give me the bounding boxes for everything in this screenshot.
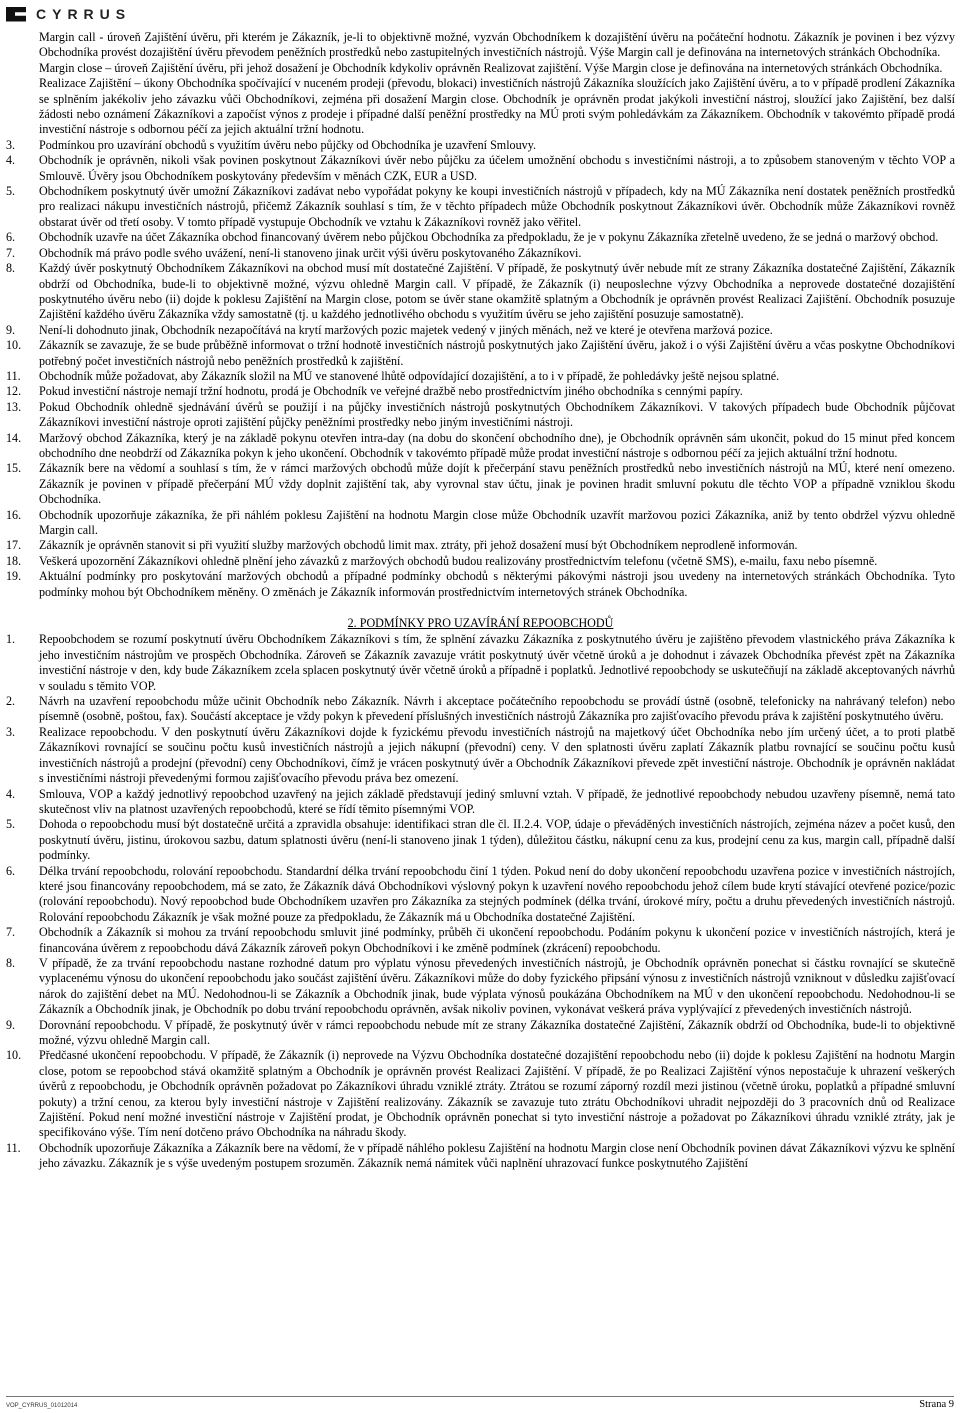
section2-heading: 2. PODMÍNKY PRO UZAVÍRÁNÍ REPOOBCHODŮ bbox=[347, 616, 614, 631]
company-logo bbox=[6, 6, 131, 22]
list-item bbox=[6, 323, 955, 338]
list-item bbox=[6, 1141, 955, 1172]
list-item bbox=[6, 384, 955, 399]
section2-list bbox=[6, 632, 955, 1171]
item-number: 2. bbox=[6, 694, 16, 709]
item-number: 9. bbox=[6, 322, 16, 337]
item-text: Repoobchodem se rozumí poskytnutí úvěru Obchodníkem Zákazníkovi s tím, že splnění závazku Zákazníka z poskytnutého úvěru je zajištěno převodem vlastnického práva Zákazníka k jeho investičním nástrojům ve prospěch Obchodníka. Zároveň se Zákazník zavazuje vrátit poskytnutý úvěr včetně úroků a je dohodnut i závazek Obchodníka převést zpět na Zákazníka investiční nástroje v den, kdy bude Zákazníkem zcela splacen poskytnutý úvěr včetně úroků a případně i poplatků. Jednotlivé repoobchody se uskutečňují na základě akceptovaných návrhů v souladu s těmito VOP. bbox=[39, 632, 955, 693]
item-number: 6. bbox=[6, 230, 16, 245]
item-text: Obchodník upozorňuje Zákazníka a Zákazník bere na vědomí, že v případě náhlého poklesu Zajištění na hodnotu Margin close není Obchodník povinen dávat Zákazníkovi výzvu ke splnění jeho závazku. Zákazník je s výše uvedeným postupem srozuměn. Zákazník nemá námitek vůči naplnění uhrazovací funkce poskytnutého Zajištění bbox=[39, 1140, 955, 1171]
list-item bbox=[6, 431, 955, 462]
list-item bbox=[6, 230, 955, 245]
list-item bbox=[6, 461, 955, 507]
item-text: Pokud investiční nástroje nemají tržní hodnotu, prodá je Obchodník ve veřejné dražbě nebo prostřednictvím jiného obchodníka s cennými papíry. bbox=[39, 384, 743, 399]
item-number: 7. bbox=[6, 925, 16, 940]
item-number: 17. bbox=[6, 538, 22, 553]
item-text: Dorovnání repoobchodu. V případě, že poskytnutý úvěr v rámci repoobchodu nebude mít ze strany Zákazníka dostatečné Zajištění, Zákazník obdrží od Obchodníka, bude-li to objektivně možné, výzvu ohledně Margin call. bbox=[39, 1017, 955, 1047]
item-text: Předčasné ukončení repoobchodu. V případě, že Zákazník (i) neprovede na Výzvu Obchodníka dostatečné dozajištění repoobchodu nebo (ii) dojde k poklesu Zajištění na hodnotu Margin close, potom se repoobchod stává okamžitě splatným a Obchodník je oprávněn provést Realizaci Zajištění. V případě, že po Realizaci Zajištění výnos nepostačuje k uhrazení veškerých úvěrů z repoobchodu, je Obchodník oprávněn požadovat po Zákazníkovi úhradu vzniklé ztráty. Ztrátou se rozumí záporný rozdíl mezi jistinou (včetně úroku, poplatků a případné smluvní pokuty) a tržní cenou, za kterou byly investiční nástroje v Zajištění realizovány. Zákazník se zavazuje tuto ztrátu Obchodníkovi uhradit nejpozději do 3 pracovních dnů od Realizace Zajištění. Pokud není možné investiční nástroje v Zajištění prodat, je Obchodník oprávněn ponechat si tyto investiční nástroje a požadovat po Zákazníkovi úhradu vzniklé ztráty, jak je specifikováno výše. Tím není dotčeno právo Obchodníka na náhradu škody. bbox=[39, 1048, 955, 1140]
item-number: 10. bbox=[6, 1048, 22, 1063]
item-text: Každý úvěr poskytnutý Obchodníkem Zákazníkovi na obchod musí mít dostatečné Zajištění. V případě, že poskytnutý úvěr nebude mít ze strany Zákazníka dostatečné Zajištění, Zákazník obdrží od Obchodníka, bude-li to objektivně možné, výzvu ohledně Margin call. V případě, že Zákazník (i) neuposlechne výzvy Obchodníka a neprovede dostatečné dozajištění poskytnutého úvěru nebo (ii) dojde k poklesu Zajištění na Margin close, potom se úvěr stane okamžitě splatným a Obchodník je oprávněn provést Realizaci Zajištění. Obchodník posuzuje Zajištění každého úvěru Zákazníka vždy samostatně (tj. u každého jednotlivého obchodu s využitím úvěru se jeho zajištění posuzuje samostatně). bbox=[39, 261, 955, 322]
item-text: Obchodník uzavře na účet Zákazníka obchod financovaný úvěrem nebo půjčkou Obchodníka za předpokladu, že je v pokynu Zákazníka zřetelně uvedeno, že se jedná o maržový obchod. bbox=[39, 230, 939, 245]
item-text: Obchodník má právo podle svého uvážení, není-li stanoveno jinak určit výši úvěru poskytovaného Zákazníkovi. bbox=[39, 245, 582, 260]
item-number: 5. bbox=[6, 184, 16, 199]
item-number: 10. bbox=[6, 338, 22, 353]
item-text: Obchodník může požadovat, aby Zákazník složil na MÚ ve stanovené lhůtě odpovídající dozajištění, a to i v případě, že pohledávky ještě nejsou splatné. bbox=[39, 368, 780, 383]
item-text: Obchodník upozorňuje zákazníka, že při náhlém poklesu Zajištění na hodnotu Margin close může Obchodník uzavřít maržovou pozici Zákazníka, aniž by tento obdržel výzvu ohledně Margin call. bbox=[39, 507, 955, 537]
list-item bbox=[6, 925, 955, 956]
list-item bbox=[6, 246, 955, 261]
list-item bbox=[6, 787, 955, 818]
list-item bbox=[6, 538, 955, 553]
list-item bbox=[6, 817, 955, 863]
item-number: 18. bbox=[6, 553, 22, 568]
item-text: Veškerá upozornění Zákazníkovi ohledně plnění jeho závazků z maržových obchodů budou realizovány prostřednictvím telefonu (včetně SMS), e-mailu, faxu nebo písemně. bbox=[39, 553, 878, 568]
list-item bbox=[6, 369, 955, 384]
list-item bbox=[6, 1048, 955, 1140]
preamble-realizace: Realizace Zajištění – úkony Obchodníka spočívající v nuceném prodeji (převodu, blokaci) investičních nástrojů Zákazníka sloužících jako Zajištění úvěru, a to v případě prodlení Zákazníka se splněním jakékoliv jeho závazku vůči Obchodníkovi, zejména při dosažení Margin close. Obchodník je oprávněn prodat jakýkoli investiční nástroj, sloužící jako Zajištění, bez další žádosti nebo oznámení Zákazníkovi a započíst výnos z prodeje i případné další peněžní prostředky na MÚ proti svým pohledávkám za Zákazníkem. Obchodník v takovémto případě prodá investiční nástroje s odbornou péčí za jejich aktuální tržní hodnotu. bbox=[39, 76, 955, 137]
preamble-margin-close: Margin close – úroveň Zajištění úvěru, při jehož dosažení je Obchodník kdykoliv oprávněn Realizovat zajištění. Výše Margin close je definována na internetových stránkách Obchodníka. bbox=[39, 60, 943, 75]
list-item bbox=[6, 569, 955, 600]
list-item bbox=[6, 694, 955, 725]
logo-mark-icon bbox=[6, 7, 26, 22]
list-item bbox=[6, 864, 955, 926]
item-text: Návrh na uzavření repoobchodu může učinit Obchodník nebo Zákazník. Návrh i akceptace počátečního repoobchodu se provádí ústně (osobně, telefonicky na nahrávaný telefon) nebo písemně (osobně, poštou, fax). Součástí akceptace je vždy pokyn k převedení příslušných investičních nástrojů Zákazníka pro zajišťovacího převodu práva k zajištění poskytnutého úvěru. bbox=[39, 694, 955, 724]
item-number: 19. bbox=[6, 569, 22, 584]
item-text: Obchodníkem poskytnutý úvěr umožní Zákazníkovi zadávat nebo vypořádat pokyny ke koupi investičních nástrojů v případech, kdy na MÚ Zákazníka není dostatek peněžních prostředků pro realizaci nákupu investičních nástrojů, přičemž Zákazník souhlasí s tím, že v těchto případech může Obchodník poskytnout Zákazníkovi úvěr. Obchodník může Zákazníkovi rovněž obstarat úvěr od třetí osoby. V tomto případě vystupuje Obchodník ve vztahu k Zákazníkovi rovněž jako věřitel. bbox=[39, 184, 955, 229]
item-text: Není-li dohodnuto jinak, Obchodník nezapočítává na krytí maržových pozic majetek vedený v jiných měnách, než ve které je otevřena maržová pozice. bbox=[39, 322, 773, 337]
document-body bbox=[6, 30, 955, 1172]
item-number: 4. bbox=[6, 153, 16, 168]
item-number: 11. bbox=[6, 1140, 21, 1155]
item-number: 13. bbox=[6, 399, 22, 414]
list-item bbox=[6, 153, 955, 184]
list-item bbox=[6, 1018, 955, 1049]
list-item bbox=[6, 508, 955, 539]
item-text: Maržový obchod Zákazníka, který je na základě pokynu otevřen intra-day (na dobu do skončení obchodního dne), je Obchodník oprávněn sám ukončit, pokud do 15 minut před koncem obchodního dne neobdrží od Zákazníka pokyn k jeho ukončení. Obchodník v takovémto případě může prodat investiční nástroje s odbornou péčí za jejich aktuální tržní hodnotu. bbox=[39, 430, 955, 460]
item-number: 7. bbox=[6, 245, 16, 260]
item-number: 16. bbox=[6, 507, 22, 522]
item-number: 4. bbox=[6, 786, 16, 801]
item-text: Smlouva, VOP a každý jednotlivý repoobchod uzavřený na jejich základě představují jediný smluvní vztah. V případě, že jednotlivé repoobchody nebudou uzavřeny písemně, nemá tato skutečnost vliv na platnost uzavřených repoobchodů, které se řídí těmito písemnými VOP. bbox=[39, 786, 955, 816]
footer-rule bbox=[6, 1396, 954, 1397]
item-number: 1. bbox=[6, 632, 16, 647]
list-item bbox=[6, 338, 955, 369]
item-number: 11. bbox=[6, 368, 21, 383]
item-number: 12. bbox=[6, 384, 22, 399]
list-item bbox=[6, 400, 955, 431]
item-text: Zákazník je oprávněn stanovit si při využití služby maržových obchodů limit max. ztráty, při jehož dosažení musí být Obchodníkem neprodleně informován. bbox=[39, 538, 798, 553]
item-text: Aktuální podmínky pro poskytování maržových obchodů a případné podmínky obchodů s některými pákovými nástroji jsou uvedeny na internetových stránkách Obchodníka. Tyto podmínky mohou být Obchodníkem měněny. O změnách je Zákazník informován prostřednictvím internetových stránek Obchodníka. bbox=[39, 569, 955, 599]
item-text: Obchodník je oprávněn, nikoli však povinen poskytnout Zákazníkovi úvěr nebo půjčku za účelem umožnění obchodu s investičními nástroji, a to způsobem stanoveným v těchto VOP a Smlouvě. Úvěry jsou Obchodníkem poskytovány především v měnách CZK, EUR a USD. bbox=[39, 153, 955, 183]
item-number: 15. bbox=[6, 461, 22, 476]
footer-page-number: Strana 9 bbox=[919, 1399, 954, 1410]
item-text: Realizace repoobchodu. V den poskytnutí úvěru Zákazníkovi dojde k fyzickému převodu investičních nástrojů na majetkový účet Obchodníka nebo jím určený účet, a to proti platbě Zákazníkovi rovnající se součinu počtu kusů investičních nástrojů a jejich nákupní (převodní) ceny. V den splatnosti úvěru zaplatí Zákazník platbu rovnající se součinu počtu kusů investičních nástrojů a prodejní (převodní) ceny Obchodníkovi, čímž je vrácen poskytnutý úvěr a Obchodník Zákazníkovi převede zpět investiční nástroje. Obchodník je oprávněn nakládat s investičními nástroji převedenými formou zajišťovacího převodu práva bez omezení. bbox=[39, 724, 955, 786]
footer-doc-code: VOP_CYRRUS_01012014 bbox=[6, 1403, 78, 1409]
list-item bbox=[6, 632, 955, 694]
list-item bbox=[6, 184, 955, 230]
list-item bbox=[6, 261, 955, 323]
item-number: 8. bbox=[6, 955, 16, 970]
item-text: Zákazník se zavazuje, že se bude průběžně informovat o tržní hodnotě investičních nástrojů poskytnutých jako Zajištění úvěru, jakož i o výši Zajištění úvěru a včas poskytne Obchodníkovi potřebný počet investičních nástrojů nebo peněžních prostředků k zajištění. bbox=[39, 338, 955, 368]
item-number: 14. bbox=[6, 430, 22, 445]
preamble-margin-call: Margin call - úroveň Zajištění úvěru, při kterém je Zákazník, je-li to objektivně možné, vyzván Obchodníkem k dozajištění úvěru na počáteční hodnotu. Zákazník je povinen i bez výzvy Obchodníka provést dozajištění úvěru převodem peněžních prostředků nebo zastupitelných investičních nástrojů. Výše Margin call je definována na internetových stránkách Obchodníka. bbox=[39, 30, 955, 60]
item-number: 3. bbox=[6, 137, 16, 152]
item-text: Pokud Obchodník ohledně sjednávání úvěrů se použijí i na půjčky investičních nástrojů poskytnutých Obchodníkem Zákazníkovi. V takových případech bude Obchodník půjčovat Zákazníkovi investiční nástroje oproti zajištění půjčky peněžními prostředky nebo jiným investičními nástroji. bbox=[39, 399, 955, 430]
item-text: Zákazník bere na vědomí a souhlasí s tím, že v rámci maržových obchodů může dojít k přečerpání stavu peněžních prostředků nebo investičních nástrojů na MÚ, které není omezeno. Zákazník je povinen v případě přečerpání MÚ vždy doplnit zajištění tak, aby vyrovnal stav účtu, jinak je povinen hradit smluvní pokutu dle těchto VOP a případně vzniklou škodu Obchodníka. bbox=[39, 461, 955, 507]
item-text: V případě, že za trvání repoobchodu nastane rozhodné datum pro výplatu výnosu převedených investičních nástrojů, je Obchodník oprávněn ponechat si částku rovnající se skutečně vyplacenému výnosu do ukončení repoobchodu jako součást zajištění úvěru. Zákazníkovi může do doby fyzického připsání výnosu z investičních nástrojů vzniknout v důsledku zajišťovací nárok do zajištění debet na MÚ. Nedohodnou-li se Zákazník a Obchodník jinak, bude výplata výnosů poukázána Obchodníkem na MÚ v den ukončení repoobchodu. Nedohodnou-li se Zákazník a Obchodník jinak, je Obchodník po dobu trvání repoobchodu oprávněn, avšak nikoliv povinen, vykonávat veškerá práva vyplývající z převedených investičních nástrojů. bbox=[39, 955, 955, 1017]
list-item bbox=[6, 554, 955, 569]
item-number: 9. bbox=[6, 1017, 16, 1032]
item-number: 8. bbox=[6, 261, 16, 276]
list-item bbox=[6, 956, 955, 1018]
logo-text: CYRRUS bbox=[36, 6, 132, 22]
item-text: Obchodník a Zákazník si mohou za trvání repoobchodu smluvit jiné podmínky, průběh či ukončení repoobchodu. Podáním pokynu k ukončení pozice v investičních nástrojích, která je financována úvěrem z repoobchodu dává Zákazník zároveň pokyn Obchodníkovi i ke změně podmínek (zkrácení) repoobchodu. bbox=[39, 925, 955, 955]
item-number: 6. bbox=[6, 863, 16, 878]
item-text: Délka trvání repoobchodu, rolování repoobchodu. Standardní délka trvání repoobchodu činí 1 týden. Pokud není do doby ukončení repoobchodu uzavřena pozice v investičních nástrojích, které jsou financovány repoobchodem, má se zato, že Zákazník dává Obchodníkovi výslovný pokyn k uzavření nového repoobchodu jehož cílem bude krytí stávající otevřené pozice/pozic (rolování repoobchodu). Nový repoobchod bude Obchodníkem uzavřen pro Zákazníka za stejných podmínek (délka trvání, úrokové míry, počtu a druhu převedených investičních nástrojů. Rolování repoobchodu Zákazník je však možné pouze za předpokladu, že Zákazník má u Obchodníka dostatečné Zajištění. bbox=[39, 863, 955, 924]
list-item bbox=[6, 725, 955, 787]
item-number: 5. bbox=[6, 817, 16, 832]
item-text: Podmínkou pro uzavírání obchodů s využitím úvěru nebo půjčky od Obchodníka je uzavření Smlouvy. bbox=[39, 137, 536, 152]
list-item bbox=[6, 138, 955, 153]
item-number: 3. bbox=[6, 724, 16, 739]
section1-list bbox=[6, 138, 955, 600]
item-text: Dohoda o repoobchodu musí být dostatečně určitá a zpravidla obsahuje: identifikaci stran dle čl. II.2.4. VOP, údaje o převáděných investičních nástrojích, zejména název a počet kusů, den poskytnutí úvěru, jistinu, úrokovou sazbu, datum splatnosti úvěru (není-li stanoveno jinak 1 týden), důležitou částku, nákupní cenu za kus, prodejní cenu za kus, margin call, případně další podmínky. bbox=[39, 817, 955, 863]
